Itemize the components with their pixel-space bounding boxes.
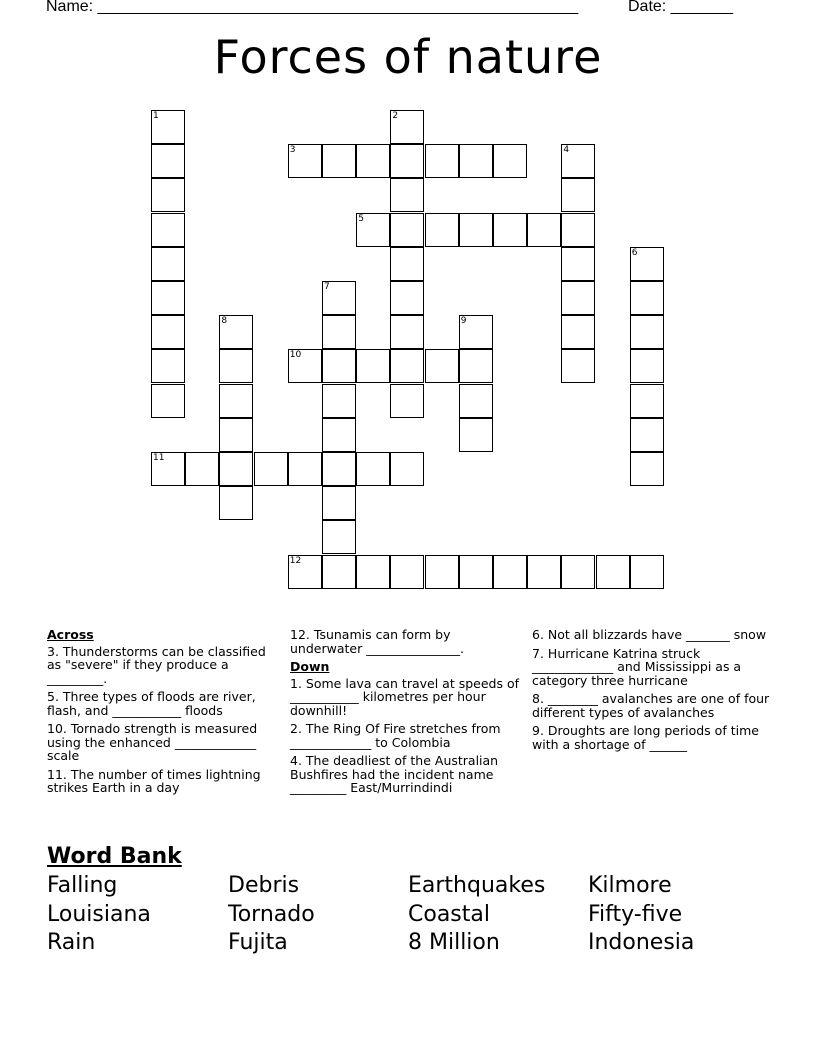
crossword-cell[interactable]: [425, 213, 459, 247]
crossword-cell[interactable]: [356, 144, 390, 178]
crossword-cell[interactable]: [151, 110, 185, 144]
crossword-cell[interactable]: [390, 315, 424, 349]
crossword-cell[interactable]: [527, 555, 561, 589]
clue-text: The deadliest of the Australian Bushfires had the incident name _________ East/Murrindindi: [290, 753, 499, 795]
crossword-cell[interactable]: [493, 555, 527, 589]
clue-down-6: [532, 628, 770, 642]
clue-text: Thunderstorms can be classified as "severe" if they produce a _________.: [47, 643, 266, 686]
clue-number: 12.: [290, 627, 310, 642]
crossword-cell[interactable]: [561, 555, 595, 589]
clue-down-4: [290, 754, 522, 795]
cell-number: 6: [631, 247, 638, 258]
word-bank-item: Rain: [47, 930, 96, 955]
page-title: Forces of nature: [213, 30, 603, 84]
crossword-cell[interactable]: [288, 452, 322, 486]
crossword-cell[interactable]: [151, 452, 185, 486]
clue-down-2: [290, 722, 522, 749]
crossword-cell[interactable]: [561, 247, 595, 281]
name-field-label[interactable]: Name: ______________________________________________________: [46, 0, 579, 15]
crossword-cell[interactable]: [630, 349, 664, 383]
crossword-cell[interactable]: [356, 452, 390, 486]
clue-text: The number of times lightning strikes Earth in a day: [47, 766, 261, 795]
crossword-cell[interactable]: [288, 555, 322, 589]
crossword-cell[interactable]: [322, 315, 356, 349]
crossword-cell[interactable]: [356, 349, 390, 383]
crossword-cell[interactable]: [219, 315, 253, 349]
crossword-cell[interactable]: [527, 213, 561, 247]
crossword-cell[interactable]: [151, 247, 185, 281]
cell-number: 11: [153, 453, 165, 463]
crossword-cell[interactable]: [151, 213, 185, 247]
clue-text: Tornado strength is measured using the enhanced _____________ scale: [47, 721, 258, 763]
crossword-cell[interactable]: [561, 178, 595, 212]
crossword-cell[interactable]: [459, 384, 493, 418]
clue-across-3: [47, 645, 275, 686]
crossword-cell[interactable]: [219, 349, 253, 383]
clue-across-11: [47, 768, 275, 795]
word-bank-item: Fujita: [228, 930, 288, 955]
word-bank-item: Debris: [228, 873, 300, 898]
crossword-cell[interactable]: [630, 452, 664, 486]
clue-number: 8.: [532, 691, 544, 706]
crossword-cell[interactable]: [322, 520, 356, 554]
crossword-cell[interactable]: [219, 486, 253, 520]
clue-number: 4.: [290, 753, 302, 768]
clue-number: 1.: [290, 675, 302, 691]
crossword-cell[interactable]: [322, 418, 356, 452]
cell-number: 3: [289, 145, 296, 156]
crossword-cell[interactable]: [219, 384, 253, 418]
crossword-cell[interactable]: [390, 144, 424, 178]
cell-number: 4: [563, 145, 570, 156]
clue-number: 6.: [532, 627, 544, 642]
crossword-cell[interactable]: [151, 349, 185, 383]
crossword-cell[interactable]: [288, 349, 322, 383]
cell-number: 7: [324, 282, 330, 292]
clue-text: Not all blizzards have _______ snow: [547, 627, 767, 642]
clue-text: Some lava can travel at speeds of ___________ kilometres per hour downhill!: [290, 675, 520, 718]
clue-down-1: [290, 677, 522, 718]
clue-number: 7.: [532, 645, 544, 661]
crossword-cell[interactable]: [322, 555, 356, 589]
word-bank-item: Earthquakes: [408, 873, 546, 898]
crossword-cell[interactable]: [219, 418, 253, 452]
cell-number: 12: [289, 555, 302, 566]
crossword-cell[interactable]: [561, 213, 595, 247]
crossword-cell[interactable]: [219, 452, 253, 486]
clue-text: ________ avalanches are one of four different types of avalanches: [532, 691, 770, 720]
clues-column-1: [47, 628, 275, 800]
clue-across-5: [47, 690, 275, 717]
crossword-cell[interactable]: [425, 555, 459, 589]
crossword-cell[interactable]: [630, 315, 664, 349]
crossword-cell[interactable]: [561, 315, 595, 349]
cell-number: 9: [460, 316, 467, 327]
crossword-cell[interactable]: [390, 247, 424, 281]
clue-text: Three types of floods are river, flash, and ___________ floods: [47, 689, 256, 718]
crossword-cell[interactable]: [459, 315, 493, 349]
crossword-cell[interactable]: [630, 281, 664, 315]
clue-across-12: [290, 628, 522, 655]
crossword-cell[interactable]: [151, 144, 185, 178]
clue-number: 11.: [47, 766, 67, 782]
crossword-cell[interactable]: [561, 349, 595, 383]
clue-text: Hurricane Katrina struck _____________ and Mississippi as a category three hurricane: [532, 645, 742, 688]
crossword-cell[interactable]: [390, 110, 424, 144]
crossword-cell[interactable]: [596, 555, 630, 589]
word-bank-item: Indonesia: [588, 930, 695, 955]
clue-number: 9.: [532, 723, 544, 738]
crossword-cell[interactable]: [322, 486, 356, 520]
down-heading: Down: [290, 659, 330, 674]
clue-text: Droughts are long periods of time with a shortage of ______: [532, 723, 759, 752]
crossword-cell[interactable]: [493, 213, 527, 247]
cell-number: 5: [358, 213, 364, 224]
crossword-cell[interactable]: [322, 452, 356, 486]
cell-number: 10: [289, 350, 302, 361]
word-bank-item: Tornado: [228, 902, 315, 927]
crossword-cell[interactable]: [425, 349, 459, 383]
crossword-cell[interactable]: [390, 213, 424, 247]
crossword-cell[interactable]: [390, 178, 424, 212]
clue-number: 2.: [290, 721, 302, 736]
crossword-cell[interactable]: [356, 213, 390, 247]
clue-number: 3.: [47, 643, 59, 659]
crossword-cell[interactable]: [459, 144, 493, 178]
word-bank-item: Coastal: [408, 902, 490, 927]
crossword-cell[interactable]: [390, 555, 424, 589]
crossword-cell[interactable]: [390, 384, 424, 418]
crossword-cell[interactable]: [493, 144, 527, 178]
cell-number: 8: [221, 316, 228, 327]
clues-column-2: [290, 628, 522, 800]
crossword-cell[interactable]: [322, 349, 356, 383]
crossword-cell[interactable]: [322, 384, 356, 418]
crossword-cell[interactable]: [459, 349, 493, 383]
crossword-cell[interactable]: [322, 144, 356, 178]
crossword-cell[interactable]: [390, 349, 424, 383]
crossword-cell[interactable]: [151, 384, 185, 418]
crossword-cell[interactable]: [254, 452, 288, 486]
crossword-cell[interactable]: [390, 452, 424, 486]
clue-text: The Ring Of Fire stretches from _____________ to Colombia: [290, 721, 501, 750]
clue-down-9: [532, 724, 770, 751]
word-bank-item: 8 Million: [408, 930, 500, 955]
crossword-cell[interactable]: [185, 452, 219, 486]
clue-number: 10.: [47, 721, 67, 736]
crossword-cell[interactable]: [459, 213, 493, 247]
crossword-cell[interactable]: [356, 555, 390, 589]
crossword-cell[interactable]: [459, 555, 493, 589]
word-bank-title: Word Bank: [47, 844, 182, 869]
word-bank-item: Kilmore: [588, 873, 672, 898]
clue-down-7: [532, 647, 770, 688]
cell-number: 2: [392, 111, 399, 121]
crossword-cell[interactable]: [425, 144, 459, 178]
crossword-cell[interactable]: [322, 281, 356, 315]
crossword-cell[interactable]: [288, 144, 322, 178]
crossword-cell[interactable]: [151, 315, 185, 349]
clue-down-8: [532, 692, 770, 719]
crossword-cell[interactable]: [390, 281, 424, 315]
crossword-cell[interactable]: [151, 281, 185, 315]
across-heading: Across: [47, 627, 94, 642]
cell-number: 1: [153, 111, 159, 121]
crossword-cell[interactable]: [630, 384, 664, 418]
clue-text: Tsunamis can form by underwater _______________.: [290, 627, 464, 656]
word-bank-item: Louisiana: [47, 902, 151, 927]
word-bank-item: Fifty-five: [588, 902, 683, 927]
crossword-cell[interactable]: [561, 281, 595, 315]
crossword-cell[interactable]: [151, 178, 185, 212]
clue-across-10: [47, 722, 275, 763]
word-bank-item: Falling: [47, 873, 118, 898]
crossword-cell[interactable]: [630, 247, 664, 281]
crossword-cell[interactable]: [561, 144, 595, 178]
clues-column-3: [532, 628, 770, 756]
crossword-cell[interactable]: [630, 418, 664, 452]
clue-number: 5.: [47, 689, 59, 704]
date-field-label[interactable]: Date: _______: [628, 0, 733, 15]
crossword-cell[interactable]: [459, 418, 493, 452]
crossword-cell[interactable]: [630, 555, 664, 589]
